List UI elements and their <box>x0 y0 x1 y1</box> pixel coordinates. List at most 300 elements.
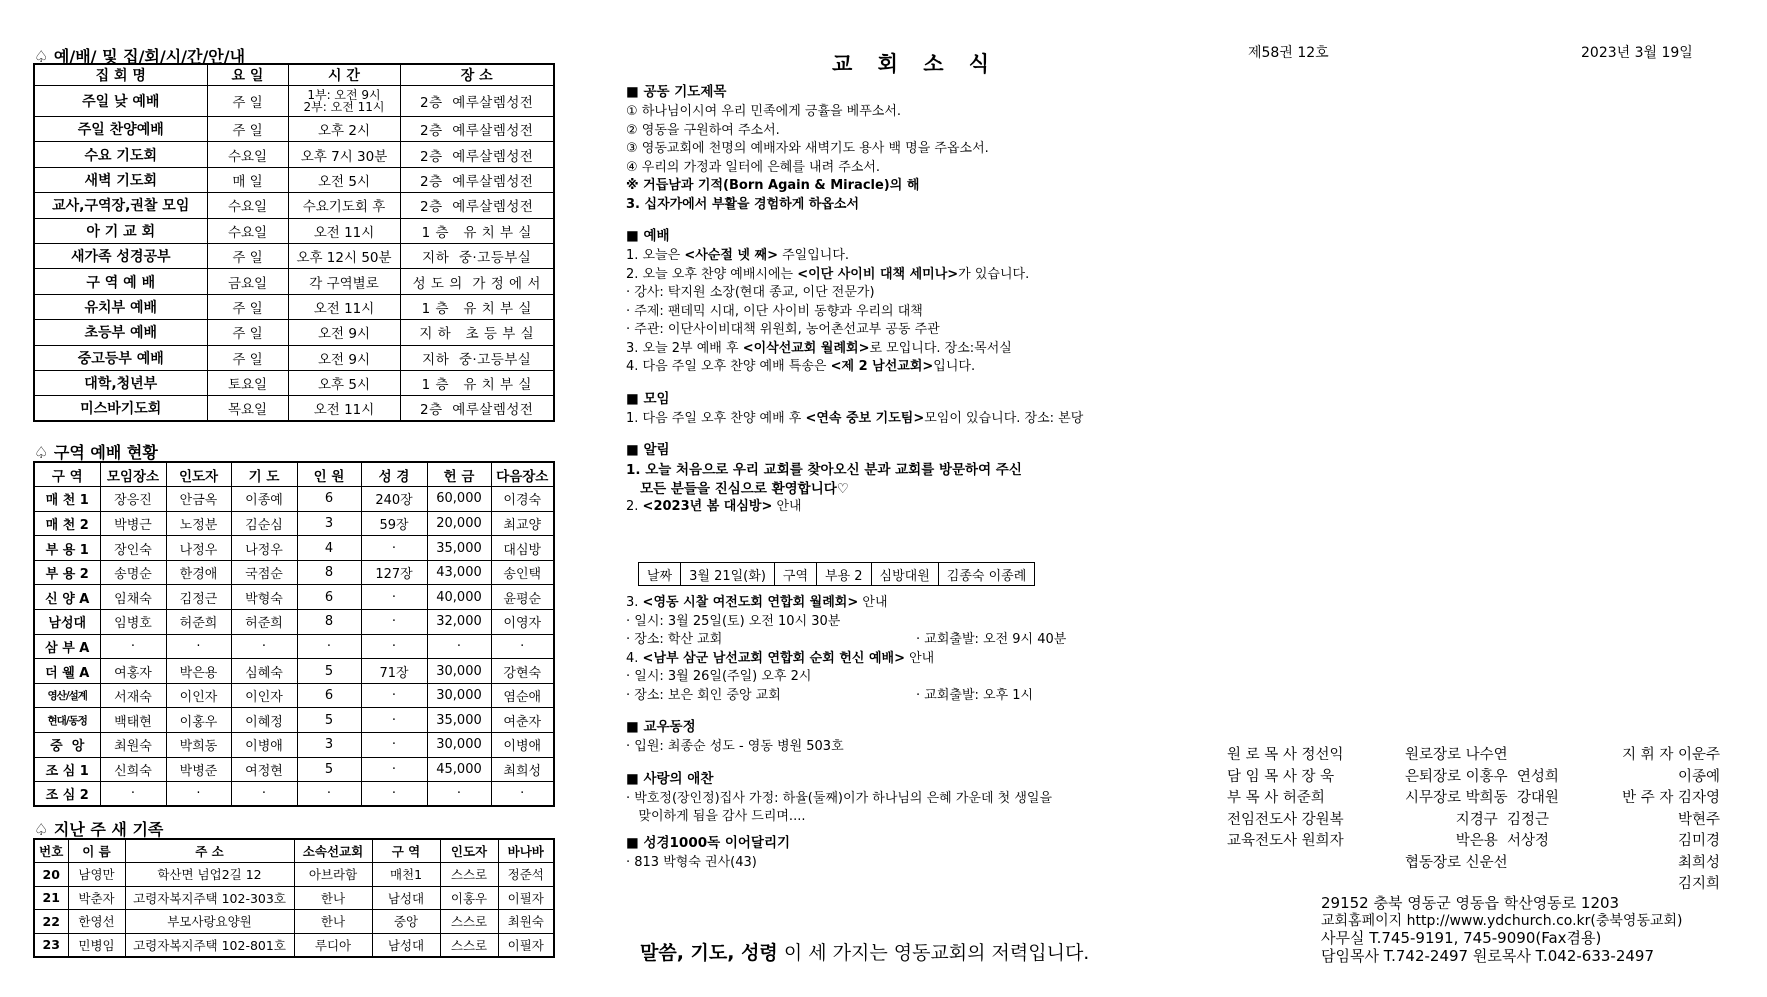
schedule-title: ♤ 예/배/ 및 집/회/시/간/안/내 <box>34 47 246 66</box>
newcomer-table <box>33 838 555 958</box>
staff-entry: 담 임 목 사 장 욱 <box>1227 768 1335 785</box>
staff-entry: 이종예 <box>1677 768 1720 785</box>
newcomer-cell: 아브라함 <box>294 863 372 887</box>
schedule-row <box>34 167 554 192</box>
district-cell: 3 <box>297 511 361 536</box>
schedule-time: 오후 5시 <box>288 370 400 395</box>
district-cell: 강현숙 <box>491 659 554 684</box>
district-cell: 8 <box>297 560 361 585</box>
district-row <box>34 683 554 708</box>
schedule-time: 1부: 오전 9시 2부: 오전 11시 <box>288 86 400 117</box>
newcomer-header-cell: 소속선교회 <box>294 839 372 863</box>
motto-rest: 이 세 가지는 영동교회의 저력입니다. <box>777 942 1090 964</box>
district-cell: · <box>361 708 427 733</box>
visitation-cell: 김종숙 이종례 <box>938 563 1034 586</box>
district-cell: 5 <box>297 659 361 684</box>
news-section <box>626 80 1186 517</box>
district-header-cell: 인도자 <box>166 462 231 487</box>
schedule-header-row <box>34 64 554 86</box>
visitation-cell: 부용 2 <box>817 563 872 586</box>
district-header-row <box>34 462 554 487</box>
text: 1. 오늘은 <box>626 248 685 263</box>
district-cell: 송명순 <box>100 560 166 585</box>
love-title: ■ 사랑의 애찬 <box>626 770 714 787</box>
schedule-name: 유치부 예배 <box>34 294 207 319</box>
newcomer-cell: 20 <box>34 863 68 887</box>
text: 안내 <box>904 650 935 666</box>
schedule-day: 매 일 <box>207 167 288 192</box>
staff-entry: 반 주 자 김자영 <box>1622 790 1720 806</box>
district-cell: 박병근 <box>100 511 166 536</box>
schedule-table <box>33 63 555 422</box>
schedule-place: 1 층 유 치 부 실 <box>400 370 554 395</box>
district-cell: · <box>231 634 297 659</box>
schedule-day: 주 일 <box>207 117 288 142</box>
visitation-cell: 날짜 <box>639 563 681 586</box>
schedule-time: 수요기도회 후 <box>288 193 400 218</box>
district-cell: 나정우 <box>231 536 297 561</box>
district-cell: 5 <box>297 708 361 733</box>
worship-line-4: · 주제: 팬데믹 시대, 이단 사이비 동향과 우리의 대책 <box>626 303 923 319</box>
schedule-place: 2층 예루살렘성전 <box>400 142 554 167</box>
district-cell: 최원숙 <box>100 733 166 758</box>
newcomer-cell: 민병임 <box>68 933 125 957</box>
bible-title: ■ 성경1000독 이어달리기 <box>626 834 791 851</box>
newcomer-cell: 루디아 <box>294 933 372 957</box>
notice-line-3-date: · 일시: 3월 25일(토) 오전 10시 30분 <box>626 613 841 629</box>
newcomer-header-cell: 구 역 <box>372 839 440 863</box>
district-cell: 5 <box>297 757 361 782</box>
newcomer-cell: 남성대 <box>372 886 440 910</box>
district-cell: 박희동 <box>166 733 231 758</box>
district-cell: 35,000 <box>427 536 491 561</box>
staff-entry: 김미경 <box>1677 833 1720 849</box>
schedule-time: 오전 5시 <box>288 167 400 192</box>
prayer-item-2: ② 영동을 구원하여 주소서. <box>626 122 780 138</box>
motto-bold: 말씀, 기도, 성령 <box>640 942 778 964</box>
district-cell: 서재숙 <box>100 683 166 708</box>
staff-col-3 <box>1600 745 1720 896</box>
newcomer-cell: 학산면 넘업2길 12 <box>125 863 294 887</box>
bible-line-1: · 813 박형숙 권사(43) <box>626 854 757 870</box>
text: 모임이 있습니다. 장소: 본당 <box>924 410 1084 426</box>
district-cell: · <box>361 733 427 758</box>
district-cell: 신희숙 <box>100 757 166 782</box>
worship-line-5: · 주관: 이단사이비대책 위원회, 농어촌선교부 공동 주관 <box>626 322 940 337</box>
text-bold: <남부 삼군 남선교회 연합회 순회 헌신 예배> <box>642 650 905 666</box>
district-cell: 장응진 <box>100 487 166 512</box>
schedule-header-cell: 집 회 명 <box>34 64 207 86</box>
prayer-title: ■ 공동 기도제목 <box>626 84 727 100</box>
district-row <box>34 487 554 512</box>
district-cell: 30,000 <box>427 659 491 684</box>
text: 1. 다음 주일 오후 찬양 예배 후 <box>626 410 806 426</box>
schedule-header-cell: 시 간 <box>288 64 400 86</box>
schedule-place: 2층 예루살렘성전 <box>400 86 554 117</box>
district-cell: 백태현 <box>100 708 166 733</box>
district-cell: 이병애 <box>491 733 554 758</box>
schedule-day: 토요일 <box>207 370 288 395</box>
district-cell: 6 <box>297 683 361 708</box>
staff-entry: 원로장로 나수연 <box>1405 747 1508 763</box>
newcomer-cell: 매천1 <box>372 863 440 887</box>
text: 3. 오늘 2부 예배 후 <box>626 340 743 356</box>
district-cell: 40,000 <box>427 585 491 610</box>
district-cell: · <box>297 782 361 807</box>
district-cell: 임병호 <box>100 610 166 635</box>
members-line-1: · 입원: 최종순 성도 - 영동 병원 503호 <box>626 739 844 754</box>
schedule-name: 주일 낮 예배 <box>34 86 207 117</box>
newcomer-cell: 중앙 <box>372 910 440 934</box>
notice-line-1: 1. 오늘 처음으로 우리 교회를 찾아오신 분과 교회를 방문하여 주신 <box>626 462 1022 478</box>
district-cell: 여정현 <box>231 757 297 782</box>
schedule-place: 1 층 유 치 부 실 <box>400 294 554 319</box>
district-row <box>34 511 554 536</box>
district-cell: 127장 <box>361 560 427 585</box>
district-row <box>34 536 554 561</box>
newcomer-row <box>34 863 554 887</box>
staff-entry: 박현주 <box>1677 811 1720 828</box>
district-cell: 최희성 <box>491 757 554 782</box>
notice-line-3-place <box>626 631 1186 650</box>
district-cell: · <box>361 585 427 610</box>
district-cell: 20,000 <box>427 511 491 536</box>
schedule-row <box>34 294 554 319</box>
newcomer-row <box>34 886 554 910</box>
schedule-name: 교사,구역장,권찰 모임 <box>34 193 207 218</box>
district-cell: 나정우 <box>166 536 231 561</box>
newcomer-cell: 스스로 <box>440 863 498 887</box>
district-cell: 허준희 <box>166 610 231 635</box>
text-bold: <연속 중보 기도팀> <box>805 410 925 426</box>
prayer-item-1: ① 하나님이시여 우리 민족에게 긍휼을 베푸소서. <box>626 104 902 119</box>
district-name: 삼 부 A <box>34 634 100 659</box>
district-cell: 35,000 <box>427 708 491 733</box>
schedule-row <box>34 269 554 294</box>
text: 가 있습니다. <box>958 266 1030 282</box>
district-name: 매 천 2 <box>34 511 100 536</box>
district-row <box>34 634 554 659</box>
district-header-cell: 구 역 <box>34 462 100 487</box>
schedule-name: 주일 찬양예배 <box>34 117 207 142</box>
newcomer-header-cell: 이 름 <box>68 839 125 863</box>
district-cell: · <box>361 757 427 782</box>
schedule-day: 주 일 <box>207 294 288 319</box>
visitation-row <box>639 563 1035 586</box>
newcomer-cell: 고령자복지주택 102-801호 <box>125 933 294 957</box>
notice-line-4 <box>626 650 1186 669</box>
text-bold: <2023년 봄 대심방> <box>642 499 773 514</box>
schedule-day: 목요일 <box>207 396 288 421</box>
staff-entry: 교육전도사 원희자 <box>1227 833 1344 849</box>
district-header-cell: 다음장소 <box>491 462 554 487</box>
district-cell: · <box>361 634 427 659</box>
staff-entry: 지경구 김정근 <box>1405 811 1549 828</box>
district-cell: 8 <box>297 610 361 635</box>
newcomer-cell: 최원숙 <box>498 910 554 934</box>
district-cell: 송인택 <box>491 560 554 585</box>
district-row <box>34 733 554 758</box>
schedule-place: 2층 예루살렘성전 <box>400 167 554 192</box>
text-bold: <사순절 넷 째> <box>684 248 778 263</box>
district-row <box>34 560 554 585</box>
district-cell: · <box>100 782 166 807</box>
schedule-place: 2층 예루살렘성전 <box>400 396 554 421</box>
worship-title: ■ 예배 <box>626 228 670 244</box>
schedule-time: 오전 9시 <box>288 320 400 345</box>
notice-line-1b: 모든 분들을 진심으로 환영합니다♡ <box>626 480 849 497</box>
newcomer-cell: 21 <box>34 886 68 910</box>
staff-col-1 <box>1227 745 1344 853</box>
schedule-row <box>34 218 554 243</box>
district-name: 신 양 A <box>34 585 100 610</box>
text: · 교회출발: 오후 1시 <box>916 687 1034 703</box>
newcomer-cell: 남성대 <box>372 933 440 957</box>
schedule-time: 오전 11시 <box>288 294 400 319</box>
district-row <box>34 782 554 807</box>
district-name: 부 용 2 <box>34 560 100 585</box>
text: · 장소: 보은 회인 중앙 교회 <box>626 687 781 703</box>
district-cell: 59장 <box>361 511 427 536</box>
text: · 교회출발: 오전 9시 40분 <box>916 632 1067 647</box>
district-cell: 이홍우 <box>166 708 231 733</box>
newcomer-cell: 스스로 <box>440 933 498 957</box>
district-cell: 43,000 <box>427 560 491 585</box>
district-name: 남성대 <box>34 610 100 635</box>
district-cell: 이병애 <box>231 733 297 758</box>
text: 3. <box>626 595 643 610</box>
district-cell: 박병준 <box>166 757 231 782</box>
schedule-name: 중고등부 예배 <box>34 345 207 370</box>
visitation-cell: 3월 21일(화) <box>681 563 775 586</box>
district-name: 조 심 2 <box>34 782 100 807</box>
district-cell: 박형숙 <box>231 585 297 610</box>
district-name: 영산/설계 <box>34 683 100 708</box>
newcomer-header-row <box>34 839 554 863</box>
text-bold: <이삭선교회 월례회> <box>742 340 870 356</box>
schedule-day: 주 일 <box>207 86 288 117</box>
district-cell: · <box>297 634 361 659</box>
staff-entry: 김지희 <box>1677 876 1720 892</box>
district-name: 부 용 1 <box>34 536 100 561</box>
newcomer-cell: 이홍우 <box>440 886 498 910</box>
newcomer-cell: 이필자 <box>498 933 554 957</box>
newcomer-cell: 부모사랑요양원 <box>125 910 294 934</box>
contact-address: 29152 충북 영동군 영동읍 학산영동로 1203 <box>1321 894 1620 912</box>
text: 4. <box>626 650 643 666</box>
text-bold: <영동 시찰 여전도회 연합회 월례회> <box>642 595 859 610</box>
district-row <box>34 585 554 610</box>
district-cell: 심혜숙 <box>231 659 297 684</box>
newcomer-cell: 정준석 <box>498 863 554 887</box>
schedule-time: 오전 11시 <box>288 218 400 243</box>
schedule-name: 미스바기도회 <box>34 396 207 421</box>
members-title: ■ 교우동정 <box>626 719 696 735</box>
district-cell: · <box>491 634 554 659</box>
district-name: 더 웰 A <box>34 659 100 684</box>
district-cell: 여춘자 <box>491 708 554 733</box>
prayer-item-4: ④ 우리의 가정과 일터에 은혜를 내려 주소서. <box>626 159 881 175</box>
text-bold: <이단 사이비 대책 세미나> <box>797 266 959 282</box>
district-cell: 윤평순 <box>491 585 554 610</box>
district-table <box>33 461 555 807</box>
schedule-time: 오후 7시 30분 <box>288 142 400 167</box>
worship-line-2 <box>626 266 1186 285</box>
newcomer-cell: 23 <box>34 933 68 957</box>
district-name: 매 천 1 <box>34 487 100 512</box>
notice-line-2 <box>626 498 1186 517</box>
district-cell: 노정분 <box>166 511 231 536</box>
schedule-day: 주 일 <box>207 345 288 370</box>
schedule-day: 수요일 <box>207 218 288 243</box>
issue-volume: 제58권 12호 <box>1248 45 1329 61</box>
district-cell: 이혜정 <box>231 708 297 733</box>
schedule-time: 각 구역별로 <box>288 269 400 294</box>
district-cell: 6 <box>297 487 361 512</box>
schedule-time: 오전 11시 <box>288 396 400 421</box>
news-section-2 <box>626 594 1186 872</box>
staff-entry: 최희성 <box>1677 854 1720 871</box>
district-cell: 국점순 <box>231 560 297 585</box>
newcomer-cell: 이필자 <box>498 886 554 910</box>
district-cell: 김순심 <box>231 511 297 536</box>
text: 안내 <box>772 499 802 514</box>
text: 2. <box>626 499 643 514</box>
newcomer-cell: 한나 <box>294 886 372 910</box>
worship-line-3: · 강사: 탁지원 소장(현대 종교, 이단 전문가) <box>626 285 875 300</box>
district-name: 중 앙 <box>34 733 100 758</box>
schedule-name: 수요 기도회 <box>34 142 207 167</box>
district-header-cell: 헌 금 <box>427 462 491 487</box>
district-row <box>34 610 554 635</box>
district-cell: 71장 <box>361 659 427 684</box>
district-cell: 45,000 <box>427 757 491 782</box>
love-line-1: · 박호정(장인정)집사 가정: 하율(둘째)이가 하나님의 은혜 가운데 첫 생일을 <box>626 790 1053 806</box>
schedule-time: 오후 2시 <box>288 117 400 142</box>
district-cell: 30,000 <box>427 733 491 758</box>
schedule-row <box>34 193 554 218</box>
district-cell: 허준희 <box>231 610 297 635</box>
district-cell: · <box>491 782 554 807</box>
district-cell: 염순애 <box>491 683 554 708</box>
schedule-name: 아 기 교 회 <box>34 218 207 243</box>
schedule-time: 오후 12시 50분 <box>288 243 400 268</box>
district-header-cell: 성 경 <box>361 462 427 487</box>
schedule-place: 1 층 유 치 부 실 <box>400 218 554 243</box>
contact-office: 사무실 T.745-9191, 745-9090(Fax겸용) <box>1321 929 1602 947</box>
text: · 장소: 학산 교회 <box>626 632 723 647</box>
text: 입니다. <box>933 359 976 374</box>
worship-line-1 <box>626 247 1186 266</box>
newcomer-cell: 한영선 <box>68 910 125 934</box>
text: 안내 <box>858 595 888 610</box>
staff-col-2 <box>1405 745 1559 874</box>
prayer-theme-sub: 3. 십자가에서 부활을 경험하게 하옵소서 <box>626 196 860 212</box>
visitation-table <box>638 562 1035 586</box>
district-cell: 이영자 <box>491 610 554 635</box>
love-line-2: 맞이하게 됨을 감사 드리며.... <box>626 809 806 824</box>
notice-line-3 <box>626 594 1186 613</box>
contact-pastor: 담임목사 T.742-2497 원로목사 T.042-633-2497 <box>1321 946 1655 965</box>
schedule-place: 성 도 의 가 정 에 서 <box>400 269 554 294</box>
meeting-title: ■ 모임 <box>626 390 670 407</box>
district-name: 조 심 1 <box>34 757 100 782</box>
schedule-day: 수요일 <box>207 193 288 218</box>
district-cell: 최교양 <box>491 511 554 536</box>
district-cell: 240장 <box>361 487 427 512</box>
newcomer-header-cell: 번호 <box>34 839 68 863</box>
district-cell: · <box>427 634 491 659</box>
contact-homepage[interactable]: 교회홈페이지 http://www.ydchurch.co.kr(충북영동교회) <box>1321 912 1683 929</box>
text: 주일입니다. <box>777 248 850 263</box>
newcomer-cell: 고령자복지주택 102-303호 <box>125 886 294 910</box>
schedule-place: 지하 중·고등부실 <box>400 345 554 370</box>
meeting-line-1 <box>626 410 1186 429</box>
district-cell: 여홍자 <box>100 659 166 684</box>
staff-entry: 시무장로 박희동 강대원 <box>1405 790 1559 806</box>
prayer-item-3: ③ 영동교회에 천명의 예배자와 새벽기도 용사 백 명을 주옵소서. <box>626 141 989 156</box>
schedule-place: 2층 예루살렘성전 <box>400 117 554 142</box>
schedule-row <box>34 243 554 268</box>
staff-entry: 부 목 사 허준희 <box>1227 790 1325 806</box>
district-cell: · <box>361 683 427 708</box>
district-cell: · <box>427 782 491 807</box>
schedule-row <box>34 396 554 421</box>
district-cell: 김정근 <box>166 585 231 610</box>
district-cell: 장인숙 <box>100 536 166 561</box>
visitation-cell: 구역 <box>774 563 816 586</box>
district-cell: · <box>361 536 427 561</box>
district-cell: 60,000 <box>427 487 491 512</box>
districts-title: ♤ 구역 예배 현황 <box>34 443 158 462</box>
notice-line-4-date: · 일시: 3월 26일(주일) 오후 2시 <box>626 669 812 684</box>
district-cell: 안금옥 <box>166 487 231 512</box>
district-cell: 이인자 <box>166 683 231 708</box>
district-cell: · <box>166 782 231 807</box>
district-cell: 30,000 <box>427 683 491 708</box>
schedule-name: 새가족 성경공부 <box>34 243 207 268</box>
newcomer-header-cell: 주 소 <box>125 839 294 863</box>
district-header-cell: 인 원 <box>297 462 361 487</box>
district-row <box>34 757 554 782</box>
newcomer-row <box>34 910 554 934</box>
schedule-place: 2층 예루살렘성전 <box>400 193 554 218</box>
schedule-row <box>34 320 554 345</box>
newcomer-cell: 22 <box>34 910 68 934</box>
district-row <box>34 659 554 684</box>
schedule-day: 주 일 <box>207 243 288 268</box>
worship-line-6 <box>626 340 1186 359</box>
newcomer-header-cell: 바나바 <box>498 839 554 863</box>
district-cell: · <box>231 782 297 807</box>
schedule-row <box>34 86 554 117</box>
schedule-row <box>34 370 554 395</box>
district-cell: 이종예 <box>231 487 297 512</box>
schedule-day: 금요일 <box>207 269 288 294</box>
newcomer-header-cell: 인도자 <box>440 839 498 863</box>
schedule-name: 초등부 예배 <box>34 320 207 345</box>
visitation-cell: 심방대원 <box>871 563 938 586</box>
district-cell: 3 <box>297 733 361 758</box>
schedule-header-cell: 요 일 <box>207 64 288 86</box>
schedule-name: 대학,청년부 <box>34 370 207 395</box>
prayer-theme: ※ 거듭남과 기적(Born Again & Miracle)의 해 <box>626 178 920 193</box>
district-cell: 박은용 <box>166 659 231 684</box>
church-motto <box>640 938 1089 965</box>
staff-entry: 은퇴장로 이홍우 연성희 <box>1405 768 1559 785</box>
news-title: 교 회 소 식 <box>832 52 999 76</box>
staff-entry: 지 휘 자 이운주 <box>1622 747 1720 763</box>
